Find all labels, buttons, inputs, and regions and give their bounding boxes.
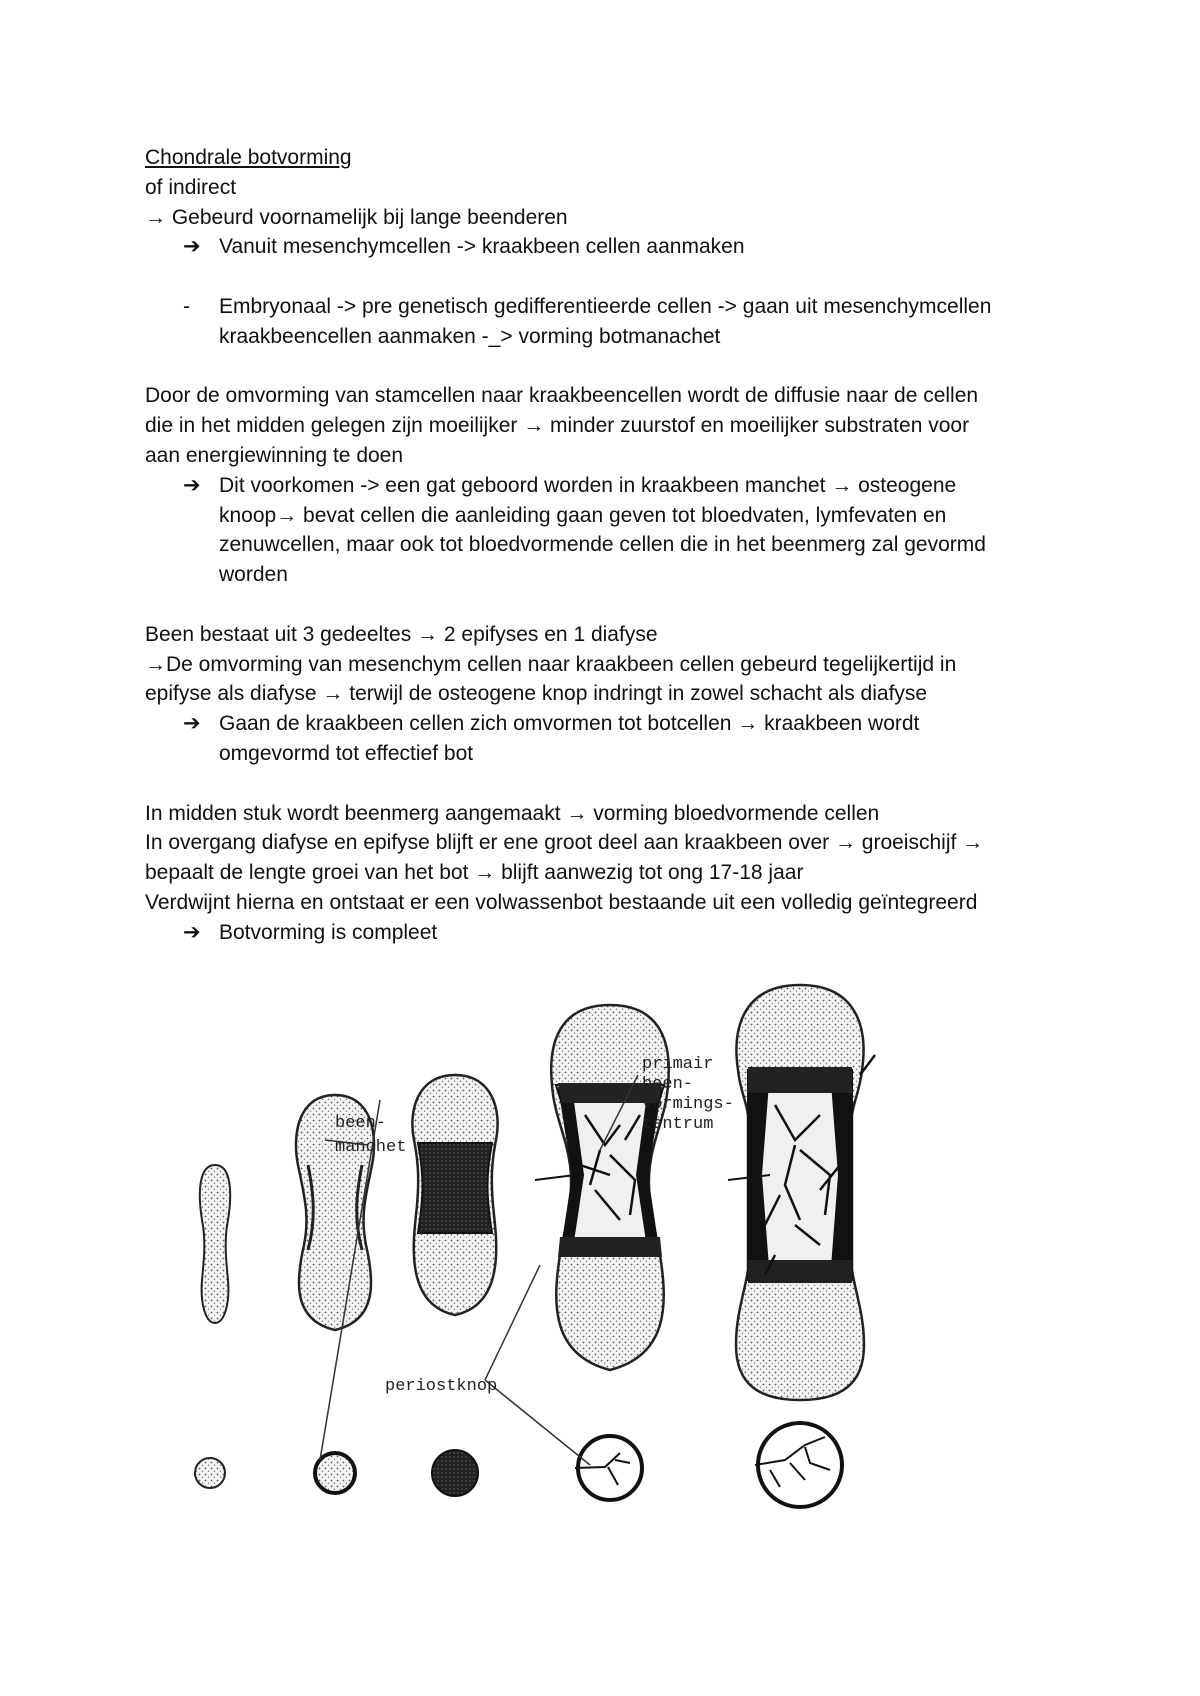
cross-section-2 [315, 1453, 355, 1493]
arrow-bullet-icon: ➔ [183, 712, 201, 736]
stage-1-mesenchyme-model [200, 1165, 230, 1323]
stage-5-mature-ossification [728, 985, 875, 1400]
text-line: kraakbeencellen aanmaken -_> vorming botmanachet [219, 324, 721, 348]
text-line: →De omvorming van mesenchym cellen naar kraakbeen cellen gebeurd tegelijkertijd in [145, 652, 957, 676]
bullet-item [145, 918, 1065, 948]
text-line-continued [145, 560, 1065, 590]
text-line: of indirect [145, 175, 237, 199]
text-line: Verdwijnt hierna en ontstaat er een volwassenbot bestaande uit een volledig geïntegreerd [145, 890, 978, 914]
arrow-bullet-icon: ➔ [183, 920, 201, 944]
text-line: Vanuit mesenchymcellen -> kraakbeen cellen aanmaken [219, 235, 745, 259]
cross-section-4 [575, 1436, 642, 1500]
text-line: knoop→ bevat cellen die aanleiding gaan geven tot bloedvaten, lymfevaten en [219, 503, 947, 527]
text-line: epifyse als diafyse → terwijl de osteogene knop indringt in zowel schacht als diafyse [145, 682, 928, 706]
label-centrum: centrum [642, 1115, 714, 1134]
text-line: Botvorming is compleet [219, 920, 438, 944]
label-vormings: vormings- [642, 1095, 734, 1114]
stage-3-bone-collar [412, 1075, 497, 1315]
bullet-item [145, 232, 1065, 262]
text-line: In overgang diafyse en epifyse blijft er ene groot deel aan kraakbeen over → groeischijf → [145, 831, 984, 855]
arrow-bullet-icon: ➔ [183, 473, 201, 497]
label-manchet: manchet [335, 1138, 407, 1157]
label-primair: primair [642, 1055, 714, 1074]
text-line-continued [145, 530, 1065, 560]
bullet-item [145, 709, 1065, 739]
text-line: aan energiewinning te doen [145, 443, 404, 467]
dash-bullet: - [183, 294, 190, 318]
label-been-2: been- [642, 1075, 694, 1094]
text-line: omgevormd tot effectief bot [219, 741, 474, 765]
text-line: bepaalt de lengte groei van het bot → blijft aanwezig tot ong 17-18 jaar [145, 861, 804, 885]
cross-section-3 [432, 1450, 478, 1496]
text-line: Door de omvorming van stamcellen naar kraakbeencellen wordt de diffusie naar de cellen [145, 384, 979, 408]
text-line-continued [145, 501, 1065, 531]
text-line: In midden stuk wordt beenmerg aangemaakt → vorming bloedvormende cellen [145, 801, 880, 825]
text-line: zenuwcellen, maar ook tot bloedvormende cellen die in het beenmerg zal gevormd [219, 533, 986, 557]
text-line: worden [219, 563, 288, 587]
bullet-item [145, 471, 1065, 501]
text-line-continued [145, 739, 1065, 769]
document-text [145, 143, 1065, 948]
label-periostknop: periostknop [385, 1377, 498, 1396]
document-title: Chondrale botvorming [145, 146, 352, 169]
text-line: Been bestaat uit 3 gedeeltes → 2 epifyses en 1 diafyse [145, 622, 658, 646]
bullet-item [145, 292, 1065, 322]
text-line-continued [145, 322, 1065, 352]
text-line: → Gebeurd voornamelijk bij lange beenderen [145, 205, 568, 229]
text-line: Embryonaal -> pre genetisch gedifferentieerde cellen -> gaan uit mesenchymcellen [219, 294, 992, 318]
text-line: Gaan de kraakbeen cellen zich omvormen tot botcellen → kraakbeen wordt [219, 712, 920, 736]
text-line: die in het midden gelegen zijn moeilijker → minder zuurstof en moeilijker substraten voor [145, 414, 970, 438]
label-been: been- [335, 1114, 387, 1133]
cross-section-5 [755, 1423, 842, 1507]
arrow-bullet-icon: ➔ [183, 235, 201, 259]
cross-section-1 [195, 1458, 225, 1488]
bone-formation-figure [180, 975, 1060, 1535]
text-line: Dit voorkomen -> een gat geboord worden in kraakbeen manchet → osteogene [219, 473, 957, 497]
